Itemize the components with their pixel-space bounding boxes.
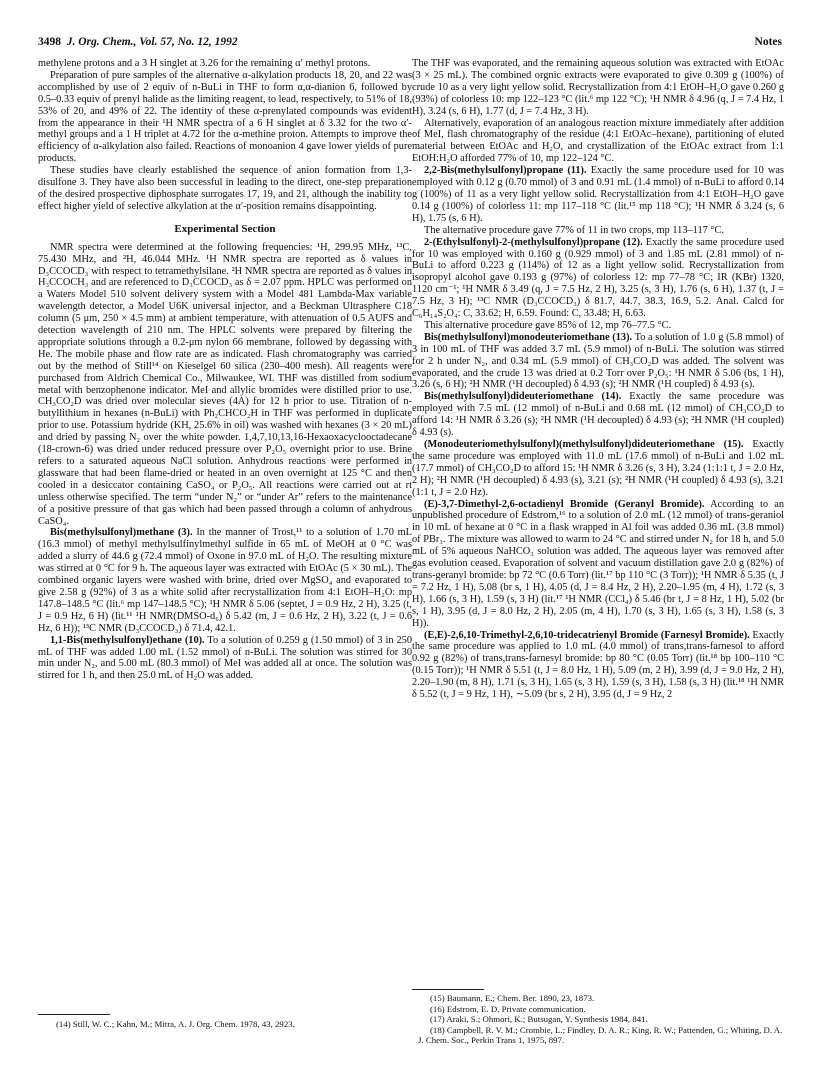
compound-procedure bbox=[412, 391, 784, 439]
compound-title: (Monodeuteriomethylsulfonyl)(methylsulfonyl)dideuteriomethane (15). bbox=[424, 439, 744, 450]
paragraph: These studies have clearly established the sequence of anion formation from 1,3-disulfone 3. They have also been successful in leading to the direct, one-step preparation of the desired prospective diphosphate surrogates 17, 19, and 21, although the inability to effect higher yield of selective alkylation at the α′-position remains disappointing. bbox=[38, 165, 412, 212]
paragraph: The THF was evaporated, and the remaining aqueous solution was extracted with EtOAc (3 × 25 mL). The combined orgnic extracts were evaporated to give 0.309 g (100%) of crude 10 as a very light yellow solid. Recrystallization from 4:1 EtOH–H₂O gave 0.260 g (93%) of colorless 10: mp 122–123 °C (lit.⁶ mp 122 °C); ¹H NMR δ 4.96 (q, J = 7.4 Hz, 1 H), 3.24 (s, 6 H), 1.77 (d, J = 7.4 Hz, 3 H). bbox=[412, 58, 784, 117]
paragraph: NMR spectra were determined at the following frequencies: ¹H, 299.95 MHz, ¹³C, 75.430 MHz, and ²H, 46.044 MHz. ¹H NMR spectra are reported as δ values in D₃CCOCD₃ with respect to tetramethylsilane. ²H NMR spectra are reported as δ values in H₃CCOCH₃ and are referenced to D₃CCOCD₃ as δ = 2.07 ppm. HPLC was performed on a Waters Model 510 solvent delivery system with a Model 481 Lambda-Max variable wavelength detector, a Model U6K universal injector, and a Beckman Ultrasphere C18 column (5 μm, 250 × 4.5 mm) at ambient temperature, with attenuation of 0.5 AUFS and detection wavelength of 210 nm. The HPLC solvents were prepared by filtering the appropriate solutions through a 0.2-μm nylon 66 membrane, followed by degassing with He. The mobile phase and flow rate are as indicated. Flash chromatography was carried out by the method of Still¹⁴ on Kieselgel 60 silica (230–400 mesh). All reagents were purchased from Aldrich Chemical Co., Milwaukee, WI. THF was distilled from sodium metal with benzophenone indicator. MeI and allylic bromides were distilled prior to use. CH₃CO₂D was dried over molecular sieves (4A) for 12 h prior to use. Titration of n-butyllithium in hexanes (n-BuLi) with Ph₂CHCO₂H in THF was performed in duplicate prior to use. Potassium hydride (KH, 25.6% in oil) was washed with hexanes (3 × 20 mL) and dried by passing N₂ over the white powder. 1,4,7,10,13,16-Hexaoxacyclooctadecane (18-crown-6) was dried under reduced pressure over P₂O₅ overnight prior to use. Brine refers to a saturated aqueous NaCl solution. Anhydrous reactions were performed in glassware that had been flame-dried or heated in an oven overnight at 125 °C and then cooled in a desiccator containing CaSO₄ or P₂O₅. All reactions were carried out at rt unless otherwise specified. The term “under N₂” or “under Ar” refers to the maintenance of a positive pressure of that gas which had been passed through a column of anhydrous CaSO₄. bbox=[38, 241, 412, 527]
footnote: (18) Campbell, R. V. M.; Crombie, L.; Findley, D. A. R.; King, R. W.; Pattenden, G.; Whiting, D. A. J. Chem. Soc., Perkin Trans 1, 1975, 897. bbox=[418, 1024, 783, 1046]
compound-procedure bbox=[38, 527, 412, 634]
procedure-text: Exactly the same procedure used for 10 was employed with 0.12 g (0.70 mmol) of 3 and 0.91 mL (1.4 mmol) of n-BuLi to afford 0.14 g (100%) of 11 as a very light yellow solid. Recrystallization from 4:1 EtOH–H₂O gave 0.14 g (100%) of colorless 11: mp 117–118 °C (lit.¹⁵ mp 118 °C); ¹H NMR δ 3.24 (s, 6 H), 1.75 (s, 6 H). bbox=[412, 165, 784, 224]
procedure-text: Exactly the same procedure was employed with 7.5 mL (12 mmol) of n-BuLi and 0.68 mL (12 mmol) of CH₃CO₂D to afford 14: ¹H NMR δ 3.26 (s); ²H NMR (¹H decoupled) δ 4.93 (s); ²H NMR (¹H coupled) δ 4.93 (s). bbox=[412, 391, 784, 439]
compound-title: 2-(Ethylsulfonyl)-2-(methylsulfonyl)propane (12). bbox=[424, 236, 643, 248]
compound-procedure bbox=[412, 630, 784, 701]
paragraph: The alternative procedure gave 77% of 11 in two crops, mp 113–117 °C. bbox=[424, 224, 724, 236]
compound-title: (E,E)-2,6,10-Trimethyl-2,6,10-tridecatrienyl Bromide (Farnesyl Bromide). bbox=[424, 629, 750, 641]
paragraph: Preparation of pure samples of the alternative α-alkylation products 18, 20, and 22 was accomplished by use of 2 equiv of n-BuLi in THF to form α,α-dianion 6, followed by 0.5–0.33 equiv of prenyl halide as the limiting reagent, to lead, respectively, to 51% of 18, 53% of 20, and 49% of 22. The identity of these α-prenylated compounds was evident from the appearance in their ¹H NMR spectra of a 6 H singlet at δ 3.32 for the two α′-methyl groups and a 1 H triplet at 4.72 for the α-methine proton. Attempts to improve the efficiency of α-alkylation also failed. Reactions of monoanion 4 gave lower yields of pure products. bbox=[38, 69, 412, 165]
footnote: (14) Still, W. C.; Kahn, M.; Mitra, A. J. Org. Chem. 1978, 43, 2923. bbox=[56, 1019, 295, 1029]
journal-name: J. Org. Chem., bbox=[66, 36, 137, 48]
paragraph: Alternatively, evaporation of an analogous reaction mixture immediately after addition of MeI, flash chromatography of the residue (4:1 EtOAc–hexane), partitioning of eluted material between EtOAc and H₂O, and crystallization of the EtOAc extract from 1:1 EtOH:H₂O afforded 77% of 10, mp 122–124 °C. bbox=[412, 117, 784, 165]
experimental-section-heading: Experimental Section bbox=[174, 222, 276, 235]
running-head-left bbox=[38, 36, 238, 48]
compound-procedure bbox=[412, 237, 784, 320]
compound-title: Bis(methylsulfonyl)monodeuteriomethane (13). bbox=[424, 331, 633, 343]
footnote: (16) Edstrom, E. D. Private communication. bbox=[430, 1003, 586, 1014]
footnote: (15) Baumann, E.; Chem. Ber. 1890, 23, 1873. bbox=[430, 993, 595, 1003]
compound-title: (E)-3,7-Dimethyl-2,6-octadienyl Bromide (Geranyl Bromide). bbox=[424, 498, 705, 510]
procedure-text: In the manner of Trost,¹¹ to a solution of 1.70 mL (16.3 mmol) of methyl methylsulfinylmethyl sulfide in 65 mL of MeOH at 0 °C was added a slurry of 44.6 g (72.4 mmol) of Oxone in 97.0 mL of H₂O. The resulting mixture was stirred at 0 °C for 9 h. The aqueous layer was extracted with EtOAc (5 × 30 mL). The combined organic layers were washed with brine, dried over MgSO₄ and evaporated to give 2.58 g (92%) of 3 as a white solid after recrystallization from 4:1 EtOH–H₂O: mp 147.8–148.5 °C (lit.⁶ mp 147–148.5 °C); ¹H NMR δ 5.06 (septet, J = 0.9 Hz, 2 H), 3.25 (t, J = 0.9 Hz, 6 H) (lit.¹¹ ¹H NMR(DMSO-d₆) δ 5.42 (m, J = 0.6 Hz, 2 H), 3.22 (t, J = 0.6 Hz, 6 H)); ¹³C NMR (D₃CCOCD₃) δ 71.4, 42.1. bbox=[38, 527, 412, 634]
compound-procedure bbox=[412, 499, 784, 630]
footnote-divider-left bbox=[38, 1014, 110, 1015]
paragraph: methylene protons and a 3 H singlet at 3.26 for the remaining α′ methyl protons. bbox=[38, 58, 371, 69]
compound-procedure bbox=[412, 332, 784, 392]
compound-procedure bbox=[412, 165, 784, 225]
compound-title: 1,1-Bis(methylsulfonyl)ethane (10). bbox=[50, 634, 205, 646]
volume-info: Vol. 57, No. 12, 1992 bbox=[139, 36, 238, 48]
procedure-text: To a solution of 1.0 g (5.8 mmol) of 3 in 100 mL of THF was added 3.7 mL (5.9 mmol) of n-BuLi. The solution was stirred for 2 h under N₂, and 0.34 mL (5.9 mmol) of CH₃CO₂D was added. The solvent was evaporated, and the crude 13 was dried at 0.2 Torr over P₂O₅: ¹H NMR δ 5.06 (bs, 1 H), 3.26 (s, 6 H); ²H NMR (¹H decoupled) δ 4.93 (s); ²H NMR (¹H coupled) δ 4.93 (s). bbox=[412, 331, 784, 391]
left-column bbox=[38, 58, 412, 682]
procedure-text: Exactly the same procedure was employed with 11.0 mL (17.6 mmol) of n-BuLi and 1.02 mL (17.7 mmol) of CH₃CO₂D to afford 15: ¹H NMR δ 3.26 (s, 3 H), 3.24 (1:1:1 t, J = 2.0 Hz, 2 H); ²H NMR (¹H decoupled) δ 4.93 (s), 3.21 (s); ²H NMR (¹H coupled) δ 4.93 (s), 3.21 (1:1 t, J = 2.0 Hz). bbox=[412, 439, 784, 498]
footnotes-right bbox=[412, 993, 784, 1046]
section-label: Notes bbox=[754, 36, 782, 48]
running-head bbox=[38, 36, 782, 52]
procedure-text: To a solution of 0.259 g (1.50 mmol) of 3 in 250 mL of THF was added 1.00 mL (1.52 mmol) of n-BuLi. The solution was stirred for 30 min under N₂, and 5.00 mL (80.3 mmol) of MeI was added all at once. The solution was stirred for 1 h, and then 25.0 mL of H₂O was added. bbox=[38, 634, 413, 682]
footnote-divider bbox=[412, 989, 484, 990]
compound-title: 2,2-Bis(methylsulfonyl)propane (11). bbox=[424, 165, 587, 177]
footnote-left bbox=[38, 1019, 412, 1030]
compound-procedure bbox=[38, 635, 412, 683]
paragraph: This alternative procedure gave 85% of 12, mp 76–77.5 °C. bbox=[424, 319, 672, 331]
footnote: (17) Araki, S.; Ohmori, K.; Butsugan, Y. Synthesis 1984, 841. bbox=[430, 1014, 648, 1025]
page-number: 3498 bbox=[38, 36, 61, 48]
compound-title: Bis(methylsulfonyl)dideuteriomethane (14). bbox=[424, 391, 622, 403]
right-column bbox=[412, 58, 784, 701]
compound-title: Bis(methylsulfonyl)methane (3). bbox=[50, 527, 193, 539]
compound-procedure bbox=[412, 439, 784, 499]
procedure-text: According to an unpublished procedure of Edstrom,¹⁶ to a solution of 2.0 mL (12 mmol) of trans-geraniol in 10 mL of hexane at 0 °C in a flask wrapped in Al foil was added 0.36 mL (3.8 mmol) of PBr₃. The mixture was allowed to warm to 24 °C and stirred under N₂ for 18 h, and 5.0 mL of 5% aqueous NaHCO₃ solution was added. The aqueous layer was removed after gas evolution ceased. Evaporation of solvent and vacuum distillation gave 2.0 g (82%) of trans-geranyl bromide: bp 72 °C (0.6 Torr) (lit.¹⁷ bp 110 °C (3 Torr)); ¹H NMR δ 5.35 (t, J = 7.2 Hz, 1 H), 5.08 (br s, 1 H), 4.05 (d, J = 8.4 Hz, 2 H), 2.20–1.95 (m, 4 H), 1.72 (s, 3 H), 1.66 (s, 3 H), 1.59 (s, 3 H) (lit.¹⁷ ¹H NMR (CCl₄) δ 5.46 (br t, J = 8 Hz, 1 H), 5.02 (br s, 1 H), 3.95 (d, J = 8.0 Hz, 2 H), 2.05 (m, 4 H), 1.70 (s, 3 H), 1.65 (s, 3 H), 1.58 (s, 3 H)). bbox=[412, 498, 785, 629]
procedure-text: Exactly the same procedure was applied to 1.0 mL (4.0 mmol) of trans,trans-farnesol to afford 0.92 g (82%) of trans,trans-farnesyl bromide: bp 80 °C (0.05 Torr) (lit.¹⁸ bp 100–110 °C (0.15 Torr)); ¹H NMR δ 5.51 (t, J = 8.0 Hz, 1 H), 5.09 (m, 2 H), 3.99 (d, J = 9.0 Hz, 2 H), 2.20–1.90 (m, 8 H), 1.71 (s, 3 H), 1.65 (s, 3 H), 1.59 (s, 3 H), 1.58 (s, 3 H) (lit.¹⁸ ¹H NMR δ 5.52 (t, J = 9 Hz, 1 H), ∼5.09 (br s, 2 H), 3.95 (d, J = 9 Hz, 2 bbox=[412, 629, 784, 701]
procedure-text: Exactly the same procedure used for 10 was employed with 0.160 g (0.929 mmol) of 3 and 1.85 mL (2.81 mmol) of n-BuLi to afford 0.223 g (114%) of 12 as a light yellow solid. Recrystallization from isopropyl alcohol gave 0.193 g (97%) of colorless 12: mp 77–78 °C; IR (KBr) 1320, 1120 cm⁻¹; ¹H NMR δ 3.49 (q, J = 7.5 Hz, 2 H), 3.25 (s, 3 H), 1.76 (s, 6 H), 1.37 (t, J = 7.5 Hz, 3 H); ¹³C NMR (D₃CCOCD₃) δ 81.7, 44.7, 38.3, 16.9, 5.2. Anal. Calcd for C₆H₁₄S₂O₄: C, 33.62; H, 6.59. Found: C, 33.48; H, 6.63. bbox=[412, 236, 784, 320]
